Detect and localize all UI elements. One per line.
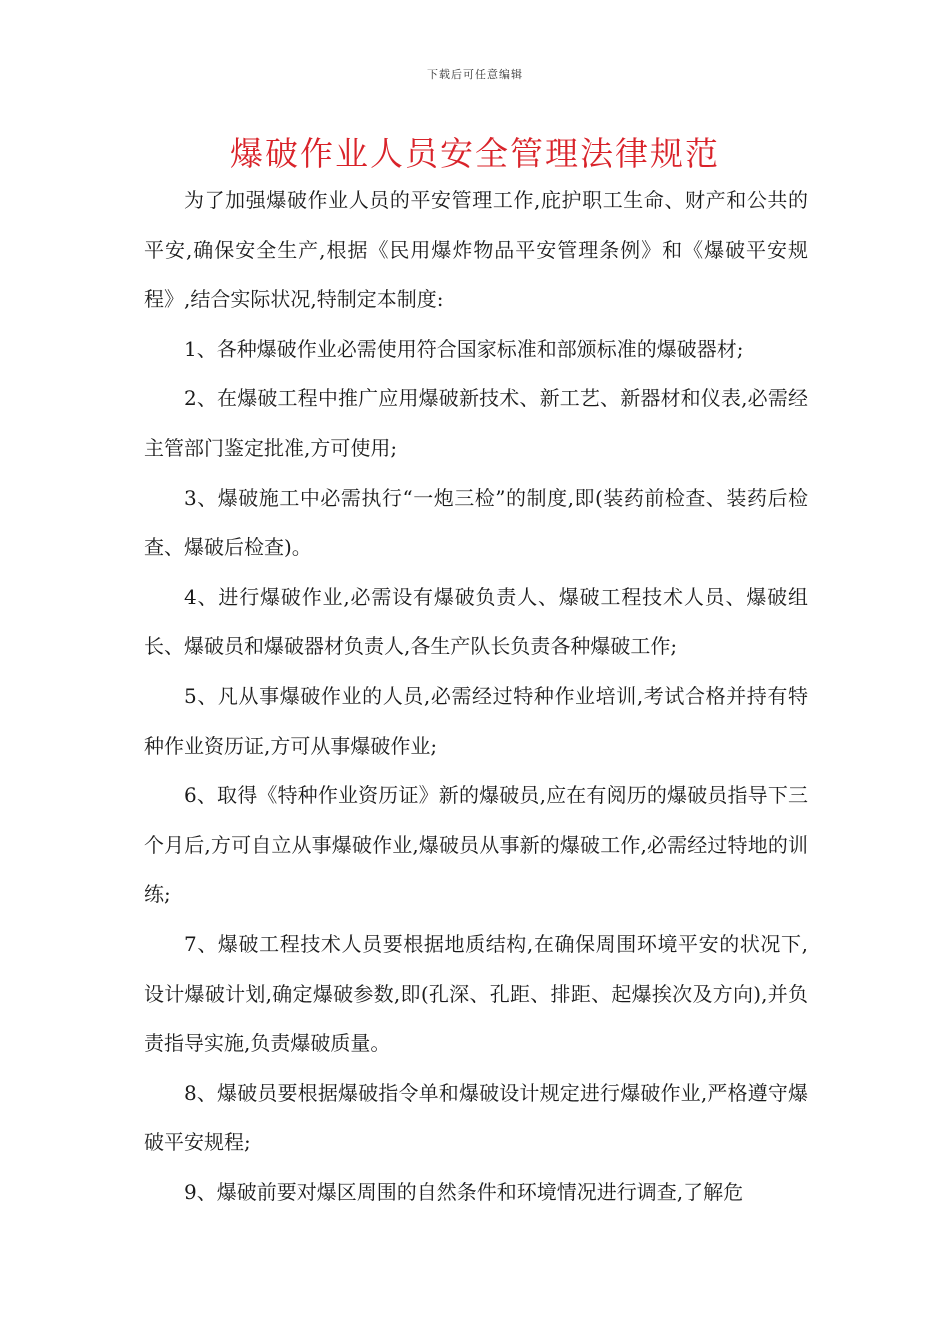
rule-paragraph-2: 2、在爆破工程中推广应用爆破新技术、新工艺、新器材和仪表,必需经主管部门鉴定批准,方可使用; <box>144 386 808 460</box>
rule-paragraph-7: 7、爆破工程技术人员要根据地质结构,在确保周围环境平安的状况下,设计爆破计划,确定爆破参数,即(孔深、孔距、排距、起爆挨次及方向),并负责指导实施,负责爆破质量。 <box>144 931 808 1056</box>
rule-paragraph-5: 5、凡从事爆破作业的人员,必需经过特种作业培训,考试合格并持有特种作业资历证,方可从事爆破作业; <box>144 683 808 758</box>
intro-paragraph: 为了加强爆破作业人员的平安管理工作,庇护职工生命、财产和公共的平安,确保安全生产,根据《民用爆炸物品平安管理条例》和《爆破平安规程》,结合实际状况,特制定本制度: <box>144 188 808 312</box>
rule-paragraph-8: 8、爆破员要根据爆破指令单和爆破设计规定进行爆破作业,严格遵守爆破平安规程; <box>144 1080 808 1155</box>
rule-paragraph-1: 1、各种爆破作业必需使用符合国家标准和部颁标准的爆破器材; <box>184 336 744 361</box>
rule-paragraph-4: 4、进行爆破作业,必需设有爆破负责人、爆破工程技术人员、爆破组长、爆破员和爆破器材负责人,各生产队长负责各种爆破工作; <box>144 584 808 659</box>
rule-paragraph-3: 3、爆破施工中必需执行“一炮三检”的制度,即(装药前检查、装药后检查、爆破后检查)。 <box>144 485 808 560</box>
rule-paragraph-6: 6、取得《特种作业资历证》新的爆破员,应在有阅历的爆破员指导下三个月后,方可自立从事爆破作业,爆破员从事新的爆破工作,必需经过特地的训练; <box>144 783 808 907</box>
header-note: 下载后可任意编辑 <box>427 68 523 81</box>
document-body <box>144 176 808 1217</box>
rule-paragraph-9: 9、爆破前要对爆区周围的自然条件和环境情况进行调查,了解危 <box>184 1179 744 1204</box>
document-title: 爆破作业人员安全管理法律规范 <box>230 134 720 173</box>
